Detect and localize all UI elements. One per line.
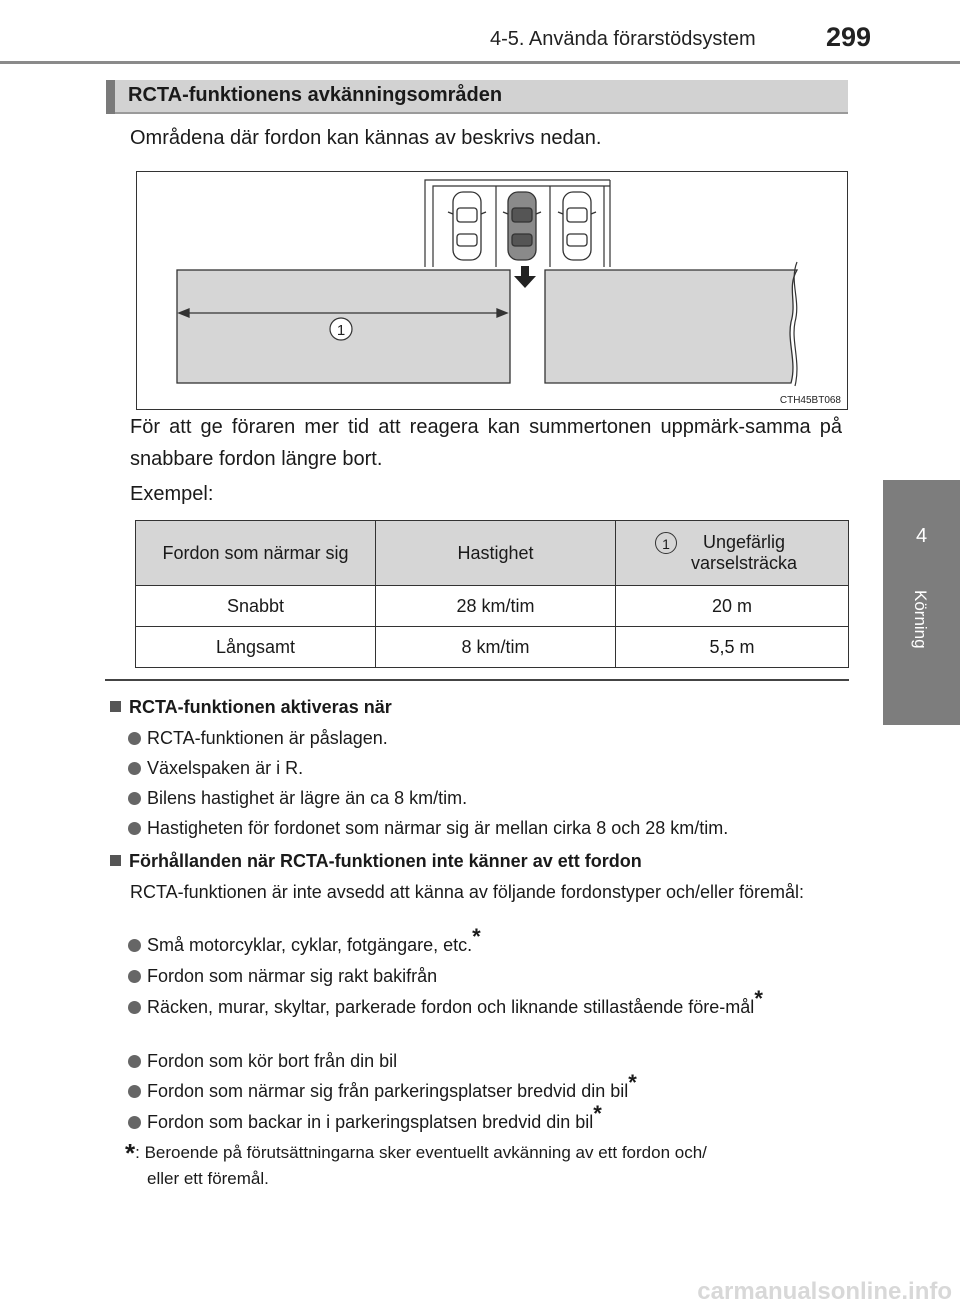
reverse-arrow	[514, 266, 536, 288]
marker-1-label: 1	[336, 322, 346, 339]
speed-distance-table	[135, 520, 849, 668]
activation-heading: RCTA-funktionen aktiveras när	[110, 697, 392, 718]
table-header-text: Ungefärlig varselsträcka	[690, 532, 798, 573]
list-item: RCTA-funktionen är påslagen.	[128, 726, 388, 750]
list-item: Räcken, murar, skyltar, parkerade fordon och liknande stillastående före-mål*	[128, 995, 854, 1019]
list-item: Fordon som närmar sig rakt bakifrån	[128, 964, 437, 988]
bullet-dot-icon	[128, 792, 141, 805]
square-bullet-icon	[110, 855, 121, 866]
section-title-header: 4-5. Använda förarstödsystem	[490, 28, 756, 50]
footnote-asterisk: *	[125, 1138, 136, 1168]
chapter-tab	[883, 480, 960, 725]
table-header: Hastighet	[376, 521, 616, 586]
bullet-dot-icon	[128, 939, 141, 952]
bullet-dot-icon	[128, 732, 141, 745]
section-heading-bar	[106, 80, 115, 114]
watermark-text: carmanualsonline.info	[697, 1278, 952, 1305]
footnote-text: : Beroende på förutsättningarna sker eventuellt avkänning av ett fordon och/	[135, 1143, 707, 1162]
conditions-intro: RCTA-funktionen är inte avsedd att känna av följande fordonstyper och/eller föremål:	[130, 882, 805, 902]
bullet-dot-icon	[128, 970, 141, 983]
table-cell: Snabbt	[136, 586, 376, 627]
detection-area-right	[545, 270, 797, 383]
intro-text: Områdena där fordon kan kännas av beskrivs nedan.	[130, 127, 602, 149]
detection-area-diagram	[136, 171, 848, 410]
table-row	[136, 627, 849, 668]
table-row	[136, 586, 849, 627]
watermark	[0, 1278, 960, 1310]
conditions-heading: Förhållanden när RCTA-funktionen inte känner av ett fordon	[110, 851, 642, 872]
bullet-dot-icon	[128, 1001, 141, 1014]
parking-diagram-svg	[137, 172, 849, 411]
parked-car-right	[558, 192, 596, 260]
marker-1-circle: 1	[655, 532, 677, 554]
paragraph-warning-distance: För att ge föraren mer tid att reagera kan summertonen uppmärk-samma på snabbare fordon längre bort.	[130, 416, 842, 470]
table-cell: 8 km/tim	[376, 627, 616, 668]
asterisk-marker: *	[593, 1101, 602, 1126]
chapter-number: 4	[915, 525, 928, 547]
list-item: Bilens hastighet är lägre än ca 8 km/tim.	[128, 786, 467, 810]
footnote-text-line2: eller ett föremål.	[147, 1169, 269, 1188]
parked-car-left	[448, 192, 486, 260]
list-item: Hastigheten för fordonet som närmar sig är mellan cirka 8 och 28 km/tim.	[128, 816, 728, 840]
example-label: Exempel:	[130, 483, 214, 505]
chapter-label: Körning	[911, 590, 930, 649]
bullet-dot-icon	[128, 1055, 141, 1068]
table-header-row	[136, 521, 849, 586]
asterisk-marker: *	[472, 924, 481, 949]
table-cell: 28 km/tim	[376, 586, 616, 627]
footnote	[125, 1140, 845, 1192]
table-header	[616, 521, 849, 586]
list-item: Växelspaken är i R.	[128, 756, 303, 780]
list-item: Fordon som backar in i parkeringsplatsen bredvid din bil*	[128, 1110, 602, 1134]
section-heading-text: RCTA-funktionens avkänningsområden	[128, 84, 503, 106]
table-cell: 5,5 m	[616, 627, 849, 668]
bullet-dot-icon	[128, 1116, 141, 1129]
bullet-dot-icon	[128, 1085, 141, 1098]
diagram-code: CTH45BT068	[779, 395, 841, 406]
bullet-dot-icon	[128, 822, 141, 835]
asterisk-marker: *	[628, 1070, 637, 1095]
separator	[105, 679, 849, 681]
section-heading	[106, 80, 848, 114]
list-item: Fordon som kör bort från din bil	[128, 1049, 397, 1073]
table-cell: Långsamt	[136, 627, 376, 668]
list-item: Små motorcyklar, cyklar, fotgängare, etc.*	[128, 933, 481, 957]
own-car	[503, 192, 541, 260]
table-header: Fordon som närmar sig	[136, 521, 376, 586]
table-cell: 20 m	[616, 586, 849, 627]
asterisk-marker: *	[754, 986, 763, 1011]
page-number: 299	[826, 22, 872, 52]
square-bullet-icon	[110, 701, 121, 712]
bullet-dot-icon	[128, 762, 141, 775]
list-item: Fordon som närmar sig från parkeringsplatser bredvid din bil*	[128, 1079, 637, 1103]
header-rule	[0, 61, 960, 64]
